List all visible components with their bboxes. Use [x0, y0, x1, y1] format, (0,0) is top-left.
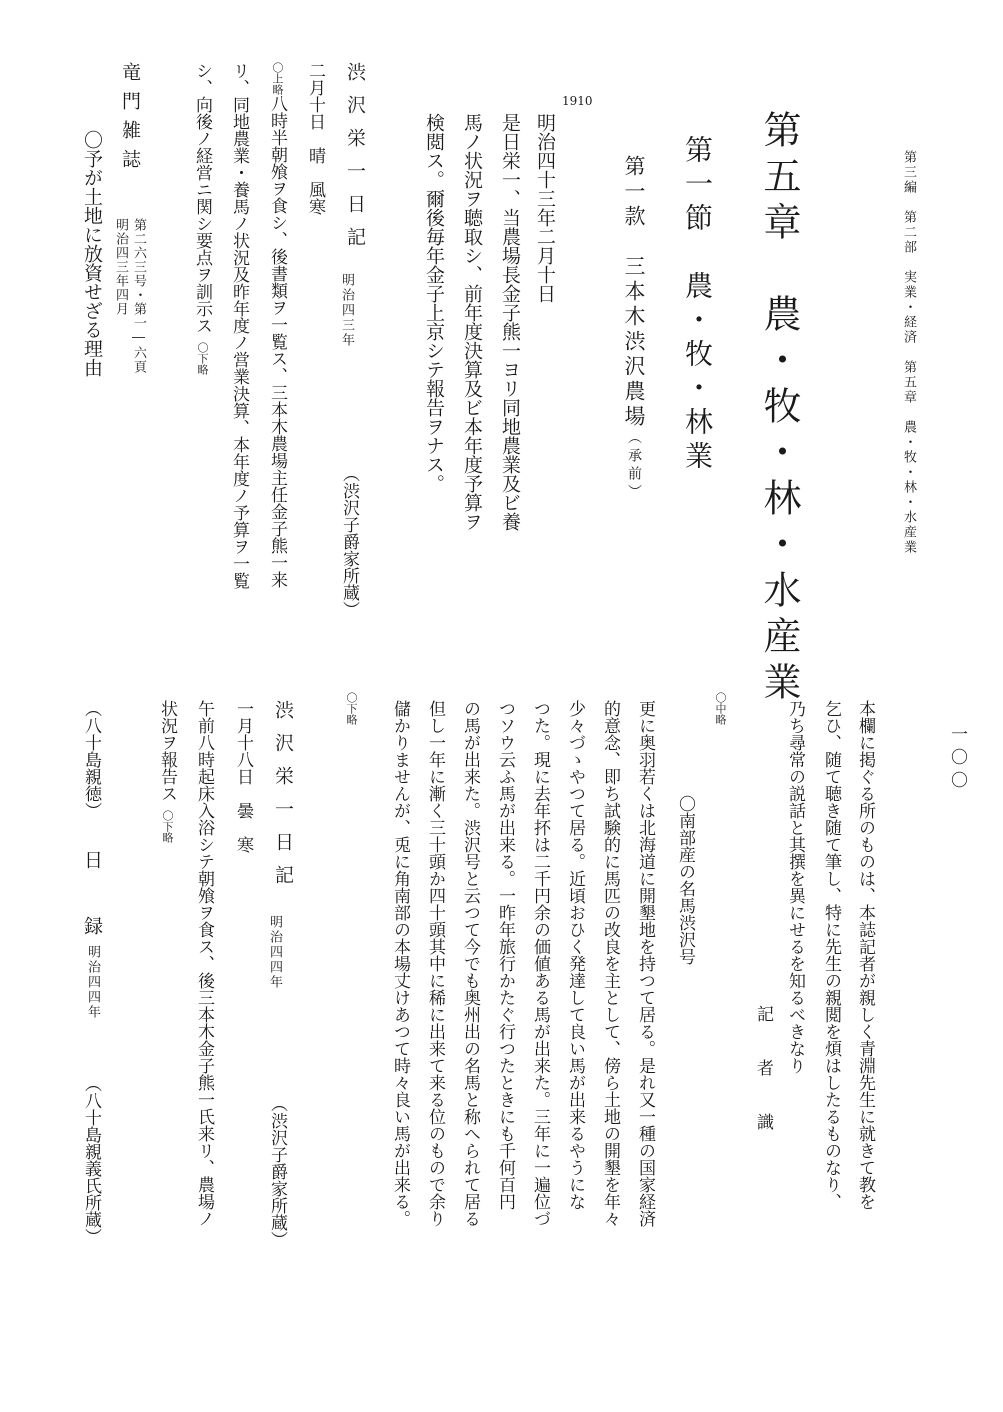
- diary1-title: 渋沢栄一日記: [344, 62, 366, 260]
- ryumon-article-title: 〇予が土地に放資せざる理由: [81, 130, 103, 377]
- subsection-title: 第一款 三本木渋沢農場（承前）: [622, 155, 646, 502]
- nanbu-heading: 〇南部産の名馬渋沢号: [675, 795, 695, 965]
- diary1-line-2: リ、同地農業・養馬ノ状況及昨年度ノ営業決算、本年度ノ予算ヲ一覧: [229, 62, 249, 589]
- ryumon-title: 竜門雑誌: [119, 62, 141, 178]
- omit-mid: 〇中略: [714, 692, 727, 725]
- subsection-note: （承前）: [626, 430, 642, 502]
- page-number: 一〇〇: [947, 725, 967, 794]
- chapter-title: 第五章 農・牧・林・水産業: [757, 110, 801, 708]
- diary2-source: （渋沢子爵家所蔵）: [267, 1095, 287, 1248]
- yasoshima-title: 日 録: [81, 850, 103, 949]
- yasoshima-author: （八十島親徳）: [81, 700, 101, 819]
- editor-signature: 記 者 識: [753, 1005, 773, 1140]
- nanbu-line-4: つた。現に去年抔は二千円余の価値ある馬が出来た。三年に一遍位づ: [530, 700, 550, 1227]
- nanbu-line-1: 更に奥羽若くは北海道に開墾地を持つて居る。是れ又一種の国家経済: [635, 700, 655, 1227]
- ryumon-date: 明治四三年四月: [113, 218, 128, 316]
- ryumon-issue: 第二六三号・第一―六頁: [131, 218, 146, 374]
- entry-year: 1910: [562, 94, 593, 108]
- nanbu-line-6: の馬が出来た。渋沢号と云つて今でも奥州出の名馬と称へられて居る: [460, 700, 480, 1227]
- diary1-line-1: 〇上略八時半朝飧ヲ食シ、後書類ヲ一覧ス、三本木農場主任金子熊一来: [267, 62, 287, 588]
- diary2-line-2: 状況ヲ報告ス〇下略: [157, 700, 177, 843]
- diary1-line-3: シ、向後ノ経営ニ関シ要点ヲ訓示ス〇下略: [192, 62, 212, 375]
- yasoshima-year-note: 明治四四年: [85, 945, 100, 1020]
- editor-note-line-1: 本欄に掲ぐる所のものは、本誌記者が親しく青淵先生に就きて教を: [855, 700, 875, 1210]
- nanbu-line-2: 的意念、即ち試験的に馬匹の改良を主として、傍ら土地の開墾を年々: [600, 700, 620, 1227]
- diary2-omit-suffix: 〇下略: [161, 810, 174, 843]
- section-title: 第一節 農・牧・林業: [681, 135, 714, 475]
- nanbu-line-5: つソウ云ふ馬が出来る。一昨年旅行かたぐ行つたときにも千何百円: [495, 700, 515, 1210]
- nanbu-line-3: 少々づゝやつて居る。近頃おひく発達して良い馬が出来るやうにな: [565, 700, 585, 1210]
- diary2-title: 渋沢栄一日記: [272, 700, 294, 898]
- diary2-line-1: 午前八時起床入浴シテ朝飧ヲ食ス、後三本木金子熊一氏来リ、農場ノ: [194, 700, 214, 1227]
- diary1-source: （渋沢子爵家所蔵）: [339, 465, 359, 618]
- nanbu-line-7: 但し一年に漸く三十頭か四十頭其中に稀に出来て来る位のもので余り: [425, 700, 445, 1227]
- diary1-year-note: 明治四三年: [339, 273, 354, 348]
- nanbu-line-8: 儲かりませんが、兎に角南部の本場丈けあつて時々良い馬が出来る。: [390, 700, 410, 1227]
- yasoshima-source: （八十島親義氏所蔵）: [81, 1075, 101, 1245]
- diary2-year-note: 明治四四年: [267, 915, 282, 990]
- diary1-date-line: 二月十日 晴 風寒: [305, 62, 325, 215]
- editor-note-line-3: 乃ち尋常の説話と其撰を異にせるを知るべきなり: [785, 700, 805, 1074]
- entry-line-3: 検閲ス。爾後毎年金子上京シテ報告ヲナス。: [423, 113, 445, 493]
- entry-line-2: 馬ノ状況ヲ聴取シ、前年度決算及ビ本年度予算ヲ: [461, 113, 483, 531]
- diary2-date-line: 一月十八日 曇 寒: [233, 700, 253, 853]
- omit-prefix: 〇上略: [271, 62, 284, 95]
- entry-date: 明治四十三年二月十日: [534, 113, 556, 303]
- editor-note-line-2: 乞ひ、随て聴き随て筆し、特に先生の親閲を煩はしたるものなり、: [821, 700, 841, 1210]
- entry-line-1: 是日栄一、当農場長金子熊一ヨリ同地農業及ビ養: [499, 113, 521, 531]
- omit-suffix: 〇下略: [196, 342, 209, 375]
- nanbu-omit-suffix: 〇下略: [345, 692, 358, 725]
- running-header: 第三編 第二部 実業・経済 第五章 農・牧・林・水産業: [901, 150, 916, 555]
